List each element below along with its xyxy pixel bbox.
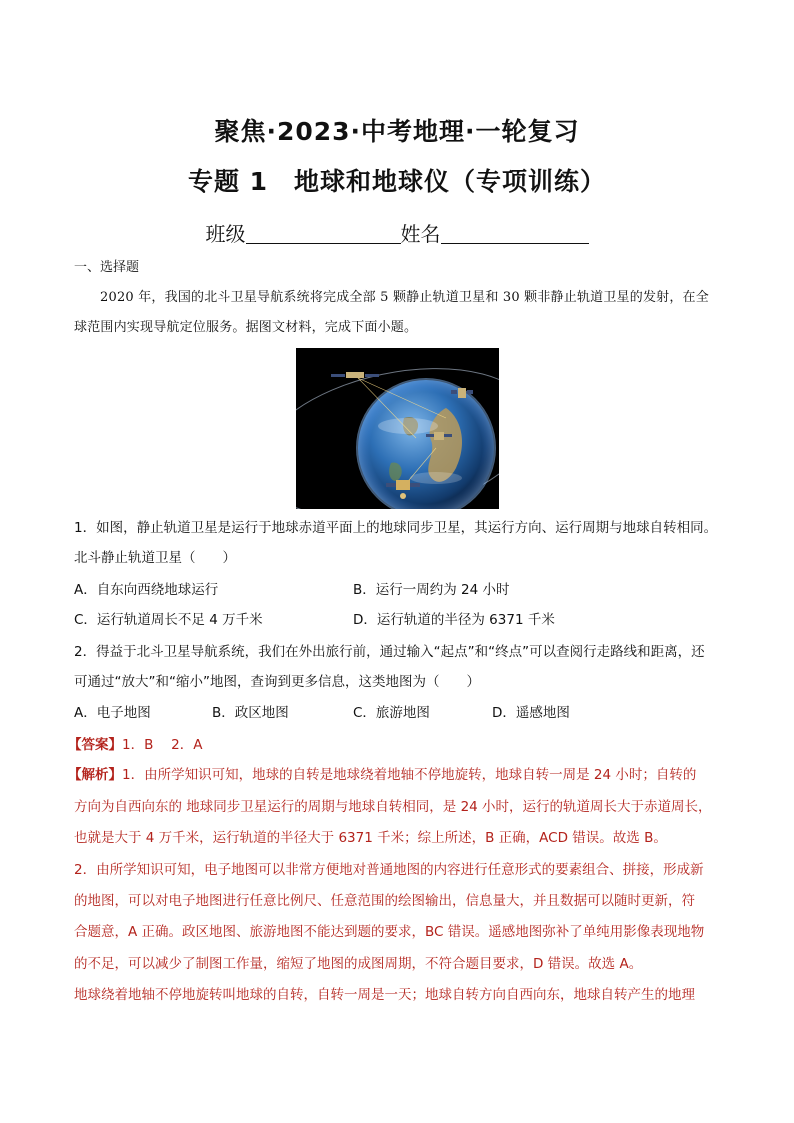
analysis-line-1	[68, 765, 696, 785]
q1-option-a[interactable]: A．自东向西绕地球运行	[74, 582, 219, 598]
satellite-earth-illustration	[296, 348, 499, 509]
q2-option-b[interactable]: B．政区地图	[212, 705, 289, 721]
analysis-line-2: 方向为自西向东的 地球同步卫星运行的周期与地球自转相同，是 24 小时，运行的轨道周长大于赤道周长，	[74, 799, 712, 815]
q2-option-a[interactable]: A．电子地图	[74, 705, 151, 721]
document-title: 聚焦·2023·中考地理·一轮复习	[214, 117, 580, 146]
q1-option-d[interactable]: D．运行轨道的半径为 6371 千米	[353, 612, 555, 628]
q1-line-1: 1．如图，静止轨道卫星是运行于地球赤道平面上的地球同步卫星，其运行方向、运行周期与地球自转相同。	[74, 520, 718, 536]
q2-option-c[interactable]: C．旅游地图	[353, 705, 430, 721]
section-heading: 一、选择题	[74, 260, 140, 275]
name-blank	[441, 223, 589, 244]
analysis-line-7: 的不足，可以减少了制图工作量，缩短了地图的成图周期，不符合题目要求，D 错误。故选 A。	[74, 956, 643, 972]
answer-text: 1．B 2．A	[122, 737, 203, 753]
class-label: 班级	[205, 222, 246, 246]
q1-line-2: 北斗静止轨道卫星（ ）	[74, 550, 236, 566]
analysis-line-5: 的地图，可以对电子地图进行任意比例尺、任意范围的绘图输出，信息量大，并且数据可以随时更新，符	[74, 893, 695, 909]
class-name-line	[0, 218, 794, 247]
analysis-line-3: 也就是大于 4 万千米，运行轨道的半径大于 6371 千米；综上所述，B 正确，ACD 错误。故选 B。	[74, 830, 667, 846]
answer-block	[68, 735, 202, 755]
q2-line-2: 可通过“放大”和“缩小”地图，查询到更多信息，这类地图为（ ）	[74, 674, 480, 690]
q1-option-b[interactable]: B．运行一周约为 24 小时	[353, 582, 510, 598]
answer-label: 【答案】	[68, 737, 122, 753]
analysis-text-1: 1．由所学知识可知，地球的自转是地球绕着地轴不停地旋转，地球自转一周是 24 小时；自转的	[122, 767, 697, 783]
analysis-line-4: 2．由所学知识可知，电子地图可以非常方便地对普通地图的内容进行任意形式的要素组合、拼接，形成新	[74, 862, 704, 878]
extra-line: 地球绕着地轴不停地旋转叫地球的自转，自转一周是一天；地球自转方向自西向东，地球自转产生的地理	[74, 987, 695, 1003]
class-blank	[246, 223, 401, 244]
q1-option-c[interactable]: C．运行轨道周长不足 4 万千米	[74, 612, 263, 628]
analysis-label: 【解析】	[68, 767, 122, 783]
document-subtitle: 专题 1 地球和地球仪（专项训练）	[187, 167, 607, 196]
intro-line-1: 2020 年，我国的北斗卫星导航系统将完成全部 5 颗静止轨道卫星和 30 颗非静止轨道卫星的发射，在全	[100, 290, 709, 305]
analysis-line-6: 合题意，A 正确。政区地图、旅游地图不能达到题的要求，BC 错误。遥感地图弥补了单纯用影像表现地物	[74, 924, 705, 940]
name-label: 姓名	[400, 222, 441, 246]
q2-line-1: 2．得益于北斗卫星导航系统，我们在外出旅行前，通过输入“起点”和“终点”可以查阅行走路线和距离，还	[74, 644, 705, 660]
q2-option-d[interactable]: D．遥感地图	[492, 705, 570, 721]
intro-line-2: 球范围内实现导航定位服务。据图文材料，完成下面小题。	[74, 320, 418, 335]
satellite-earth-image	[296, 348, 499, 509]
